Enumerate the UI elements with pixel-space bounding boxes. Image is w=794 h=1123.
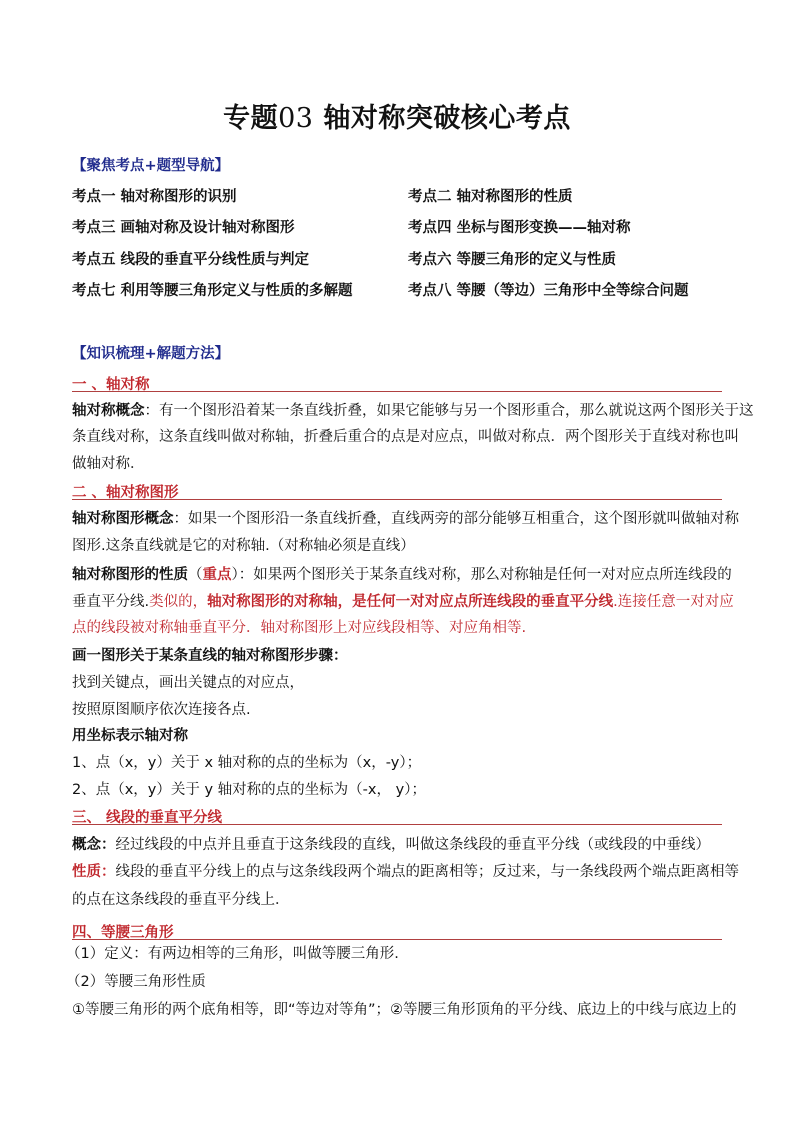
section-3-heading: 三、 线段的垂直平分线 <box>72 810 223 826</box>
s2-label: 轴对称图形概念 <box>72 511 174 527</box>
s4-line-3: ①等腰三角形的两个底角相等，即“等边对等角”；②等腰三角形顶角的平分线、底边上的中线与底边上的 <box>72 1002 737 1018</box>
nav-heading: 【聚焦考点+题型导航】 <box>72 158 230 174</box>
section-4-heading: 四、等腰三角形 <box>72 925 174 941</box>
kaodian-1: 考点一 轴对称图形的识别 <box>72 189 237 205</box>
s2-prop-key: 重点 <box>202 567 232 583</box>
s1-text-1: ：有一个图形沿着某一条直线折叠，如果它能够与另一个图形重合，那么就说这两个图形关于这 <box>144 403 754 419</box>
s1-label: 轴对称概念 <box>72 403 145 419</box>
section-4-underline <box>72 939 722 940</box>
s2-step-1: 找到关键点，画出关键点的对应点， <box>72 675 304 691</box>
s3-prop-text-1: 线段的垂直平分线上的点与这条线段两个端点的距离相等；反过来，与一条线段两个端点距离相等 <box>115 864 739 880</box>
knowledge-heading: 【知识梳理+解题方法】 <box>72 346 230 362</box>
s2-line-1 <box>72 507 739 528</box>
s4-line-2: （2）等腰三角形性质 <box>66 974 206 990</box>
s2-prop-line-3: 点的线段被对称轴垂直平分．轴对称图形上对应线段相等、对应角相等. <box>72 620 527 636</box>
s2-p2c: 轴对称图形的对称轴，是任何一对对应点所连线段的垂直平分线 <box>207 594 614 610</box>
s3-prop-line-2: 的点在这条线段的垂直平分线上． <box>72 892 290 908</box>
s1-line-2: 条直线对称，这条直线叫做对称轴，折叠后重合的点是对应点，叫做对称点．两个图形关于直线对称也叫 <box>72 429 739 445</box>
kaodian-3: 考点三 画轴对称及设计轴对称图形 <box>72 220 295 236</box>
s2-p2b: 类似的， <box>149 594 208 610</box>
section-1-heading: 一 、轴对称 <box>72 377 150 393</box>
s3-concept-line <box>72 833 710 854</box>
section-2-underline <box>72 499 722 500</box>
section-2-heading: 二 、轴对称图形 <box>72 485 179 501</box>
s2-prop-line-1 <box>72 563 732 584</box>
kaodian-5: 考点五 线段的垂直平分线性质与判定 <box>72 252 310 268</box>
s2-p2a: 垂直平分线. <box>72 594 150 610</box>
s2-p2d: .连接任意一对对应 <box>613 594 734 610</box>
title-number: 03 <box>278 103 314 134</box>
s3-prop-line-1 <box>72 860 739 881</box>
s2-prop-line-2 <box>72 590 734 611</box>
title-prefix: 专题 <box>223 103 279 134</box>
s4-line-1: （1）定义：有两边相等的三角形，叫做等腰三角形. <box>66 946 399 962</box>
s2-step-2: 按照原图顺序依次连接各点. <box>72 702 251 718</box>
s2-coord-1: 1、点（x，y）关于 x 轴对称的点的坐标为（x，-y）； <box>72 755 422 771</box>
s2-coord-2: 2、点（x，y）关于 y 轴对称的点的坐标为（-x， y）； <box>72 782 426 798</box>
s1-line-3: 做轴对称． <box>72 456 145 472</box>
s2-line-2: 图形.这条直线就是它的对称轴.（对称轴必须是直线） <box>72 538 415 554</box>
s2-text-1: ：如果一个图形沿一条直线折叠，直线两旁的部分能够互相重合，这个图形就叫做轴对称 <box>173 511 739 527</box>
s2-paren-open: （ <box>188 567 203 583</box>
page-title <box>0 96 794 135</box>
s3-prop-label: 性质： <box>72 864 116 880</box>
kaodian-6: 考点六 等腰三角形的定义与性质 <box>408 252 617 268</box>
kaodian-4: 考点四 坐标与图形变换——轴对称 <box>408 220 631 236</box>
section-3-underline <box>72 824 722 825</box>
s3-concept-text: 经过线段的中点并且垂直于这条线段的直线，叫做这条线段的垂直平分线（或线段的中垂线） <box>115 837 710 853</box>
title-rest: 轴对称突破核心考点 <box>323 103 571 134</box>
s2-prop-text-1: ：如果两个图形关于某条直线对称，那么对称轴是任何一对对应点所连线段的 <box>238 567 732 583</box>
s1-line-1 <box>72 399 754 420</box>
kaodian-7: 考点七 利用等腰三角形定义与性质的多解题 <box>72 283 353 299</box>
s2-prop-label: 轴对称图形的性质 <box>72 567 188 583</box>
s2-paren-close: ） <box>231 567 239 583</box>
section-1-underline <box>72 391 722 392</box>
s3-concept-label: 概念： <box>72 837 116 853</box>
kaodian-8: 考点八 等腰（等边）三角形中全等综合问题 <box>408 283 689 299</box>
s2-coord-title: 用坐标表示轴对称 <box>72 728 188 744</box>
s2-steps-title: 画一图形关于某条直线的轴对称图形步骤： <box>72 648 348 664</box>
kaodian-2: 考点二 轴对称图形的性质 <box>408 189 573 205</box>
